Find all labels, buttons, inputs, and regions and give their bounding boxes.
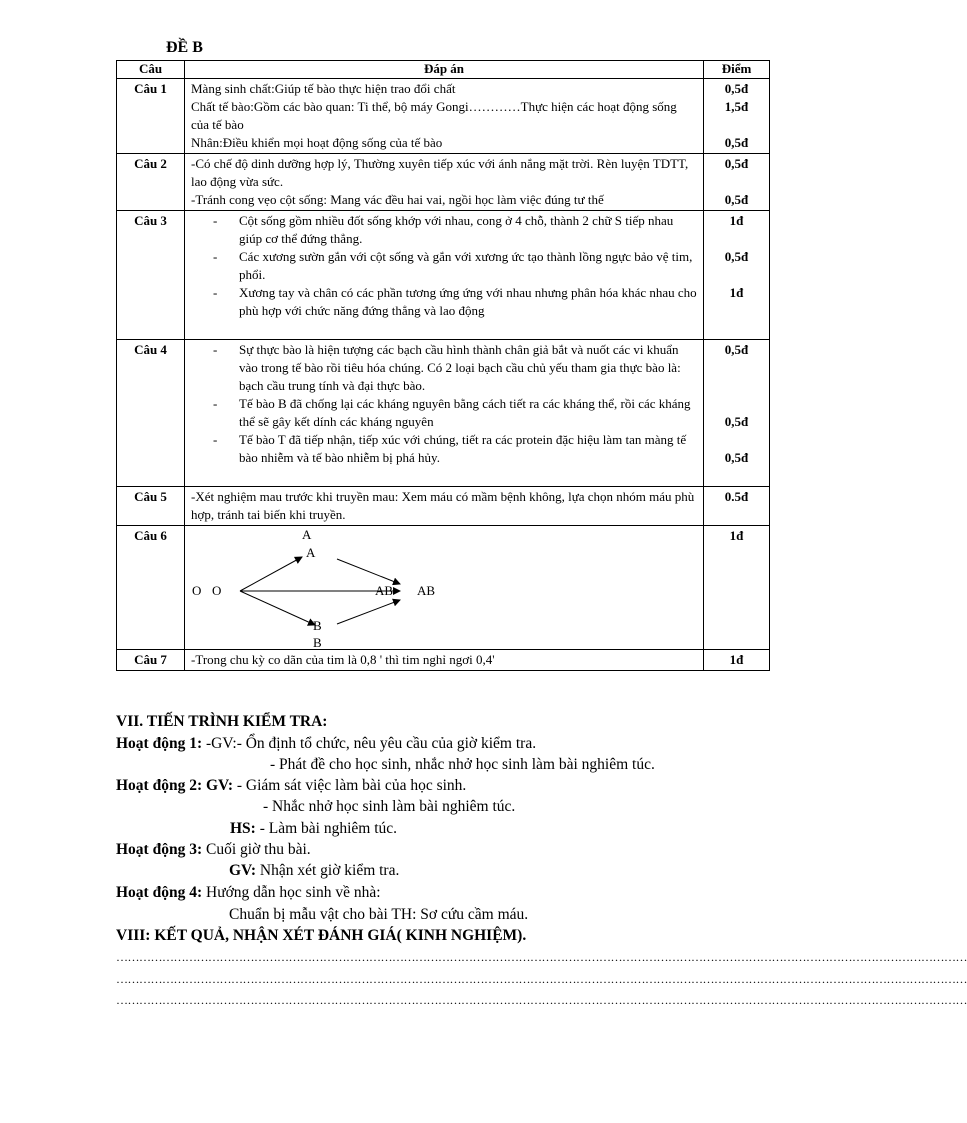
score: 0,5đ [724, 192, 749, 207]
answer-line: Màng sinh chất:Giúp tế bào thực hiện trao đổi chất [191, 81, 456, 96]
question-label: Câu 7 [117, 650, 185, 671]
activity-3-gv [229, 860, 399, 881]
hs-text: - Làm bài nghiêm túc. [255, 820, 398, 837]
gv-text: Nhận xét giờ kiểm tra. [256, 862, 400, 879]
score-cell [704, 340, 770, 487]
section-7-heading: VII. TIẾN TRÌNH KIỂM TRA: [116, 713, 328, 730]
label-b-inner: B [313, 618, 322, 633]
activity-4-text: Hướng dẫn học sinh về nhà: [202, 884, 381, 901]
list-item: - Tế bào B đã chống lại các kháng nguyên bằng cách tiết ra các kháng thể, rồi các kháng thể sẽ gây kết dính các kháng nguyên [191, 395, 697, 431]
header-score: Điểm [704, 61, 770, 79]
score: 0,5đ [724, 450, 749, 465]
table-row [117, 650, 770, 671]
question-label: Câu 2 [117, 154, 185, 211]
activity-1-text: -GV:- Ổn định tổ chức, nêu yêu cầu của giờ kiểm tra. [202, 735, 537, 752]
score: 0,5đ [724, 135, 749, 150]
list-item: - Cột sống gồm nhiều đốt sống khớp với nhau, cong ở 4 chỗ, thành 2 chữ S tiếp nhau giúp cơ thể đứng thẳng. [191, 212, 697, 248]
score: 1,5đ [724, 99, 749, 114]
label-ab-inner: AB [375, 583, 394, 598]
table-row [117, 79, 770, 154]
activity-4 [116, 882, 381, 903]
table-row [117, 487, 770, 526]
arrow-o-to-a [240, 557, 302, 591]
table-row [117, 211, 770, 340]
answer-line: -Trong chu kỳ co dãn của tim là 0,8 ' thì tim nghỉ ngơi 0,4' [191, 652, 495, 667]
activity-3 [116, 839, 311, 860]
question-label: Câu 3 [117, 211, 185, 340]
activity-2-line-2: - Nhắc nhở học sinh làm bài nghiêm túc. [263, 798, 516, 815]
label-o-1: O [192, 583, 202, 598]
score-cell [704, 650, 770, 671]
list-item: - Sự thực bào là hiện tượng các bạch cầu hình thành chân giả bắt và nuốt các vi khuẩn vào trong tế bào rồi tiêu hóa chúng. Có 2 loại bạch cầu chủ yếu tham gia thực bào là: bạch cầu trung tính và đại thực bào. [191, 341, 697, 395]
list-item: - Tế bào T đã tiếp nhận, tiếp xúc với chúng, tiết ra các protein đặc hiệu làm tan màng tế bào nhiễm và tế bào nhiễm bị phá hủy. [191, 431, 697, 467]
answer-dotted-line: …………………………………………………………………………………………………………………………………………………………………………………………………… [116, 993, 967, 1007]
answer-cell [185, 526, 704, 650]
question-label: Câu 5 [117, 487, 185, 526]
question-label: Câu 1 [117, 79, 185, 154]
answer-table [116, 60, 770, 671]
answer-line: -Tránh cong vẹo cột sống: Mang vác đều hai vai, ngồi học làm việc đúng tư thế [191, 192, 604, 207]
label-a-inner: A [306, 545, 316, 560]
label-ab-right: AB [417, 583, 436, 598]
score-cell [704, 154, 770, 211]
answer-cell [185, 340, 704, 487]
header-question: Câu [117, 61, 185, 79]
table-row [117, 526, 770, 650]
score: 0.5đ [724, 489, 749, 504]
list-item: - Các xương sườn gắn với cột sống và gắn với xương ức tạo thành lồng ngực bảo vệ tim, phổi. [191, 248, 697, 284]
score: 1đ [729, 652, 744, 667]
header-answer: Đáp án [185, 61, 704, 79]
score-cell [704, 487, 770, 526]
label-b-bottom: B [313, 635, 322, 650]
answer-line: -Xét nghiệm mau trước khi truyền mau: Xem máu có mầm bệnh không, lựa chọn nhóm máu phù hợp, tránh tai biến khi truyền. [191, 489, 695, 522]
score: 1đ [729, 285, 744, 300]
table-header-row [117, 61, 770, 79]
arrow-o-to-b [240, 591, 315, 625]
score: 0,5đ [724, 342, 749, 357]
answer-line: Nhân:Điều khiển mọi hoạt động sống của tế bào [191, 135, 443, 150]
hs-label: HS: [230, 820, 256, 837]
score: 0,5đ [724, 156, 749, 171]
score: 0,5đ [724, 249, 749, 264]
exam-variant-title: ĐỀ B [166, 39, 203, 56]
activity-2 [116, 775, 466, 796]
arrow-a-to-ab [337, 559, 400, 584]
gv-label: GV: [229, 862, 256, 879]
score-cell [704, 79, 770, 154]
arrow-b-to-ab [337, 600, 400, 624]
activity-2-hs [230, 818, 397, 839]
answer-cell [185, 487, 704, 526]
section-8-heading: VIII: KẾT QUẢ, NHẬN XÉT ĐÁNH GIÁ( KINH NGHIỆM). [116, 927, 527, 944]
activity-4-label: Hoạt động 4: [116, 884, 203, 901]
blood-transfusion-diagram [185, 526, 703, 649]
table-row [117, 154, 770, 211]
score: 0,5đ [724, 81, 749, 96]
diagram-svg [185, 526, 705, 649]
score-cell [704, 526, 770, 650]
score: 1đ [729, 528, 744, 543]
answer-cell [185, 650, 704, 671]
activity-2-label: Hoạt động 2: [116, 777, 203, 794]
answer-cell [185, 154, 704, 211]
activity-3-text: Cuối giờ thu bài. [202, 841, 311, 858]
table-row [117, 340, 770, 487]
answer-line: -Có chế độ dinh dưỡng hợp lý, Thường xuyên tiếp xúc với ánh nắng mặt trời. Rèn luyện TDTT, lao động vừa sức. [191, 156, 689, 189]
activity-1-line-2: - Phát đề cho học sinh, nhắc nhở học sinh làm bài nghiêm túc. [270, 756, 655, 773]
activity-2-gv-label: GV: [202, 777, 233, 794]
activity-2-text: - Giám sát việc làm bài của học sinh. [233, 777, 467, 794]
label-a-top: A [302, 527, 312, 542]
score: 0,5đ [724, 414, 749, 429]
question-label: Câu 4 [117, 340, 185, 487]
list-item: - Xương tay và chân có các phần tương ứng ứng với nhau nhưng phân hóa khác nhau cho phù hợp với chức năng đứng thẳng và lao động [191, 284, 697, 320]
question-label: Câu 6 [117, 526, 185, 650]
answer-cell [185, 211, 704, 340]
activity-4-line-2: Chuẩn bị mẫu vật cho bài TH: Sơ cứu cầm máu. [229, 906, 529, 923]
answer-cell [185, 79, 704, 154]
activity-3-label: Hoạt động 3: [116, 841, 203, 858]
answer-line: Chất tế bào:Gồm các bào quan: Ti thể, bộ máy Gongi…………Thực hiện các hoạt động sống của tế bào [191, 99, 677, 132]
score: 1đ [729, 213, 744, 228]
answer-dotted-line: …………………………………………………………………………………………………………………………………………………………………………………………………… [116, 950, 967, 964]
answer-dotted-line: …………………………………………………………………………………………………………………………………………………………………………………………………… [116, 972, 967, 986]
label-o-2: O [212, 583, 222, 598]
activity-1-label: Hoạt động 1: [116, 735, 203, 752]
score-cell [704, 211, 770, 340]
activity-1 [116, 733, 536, 754]
